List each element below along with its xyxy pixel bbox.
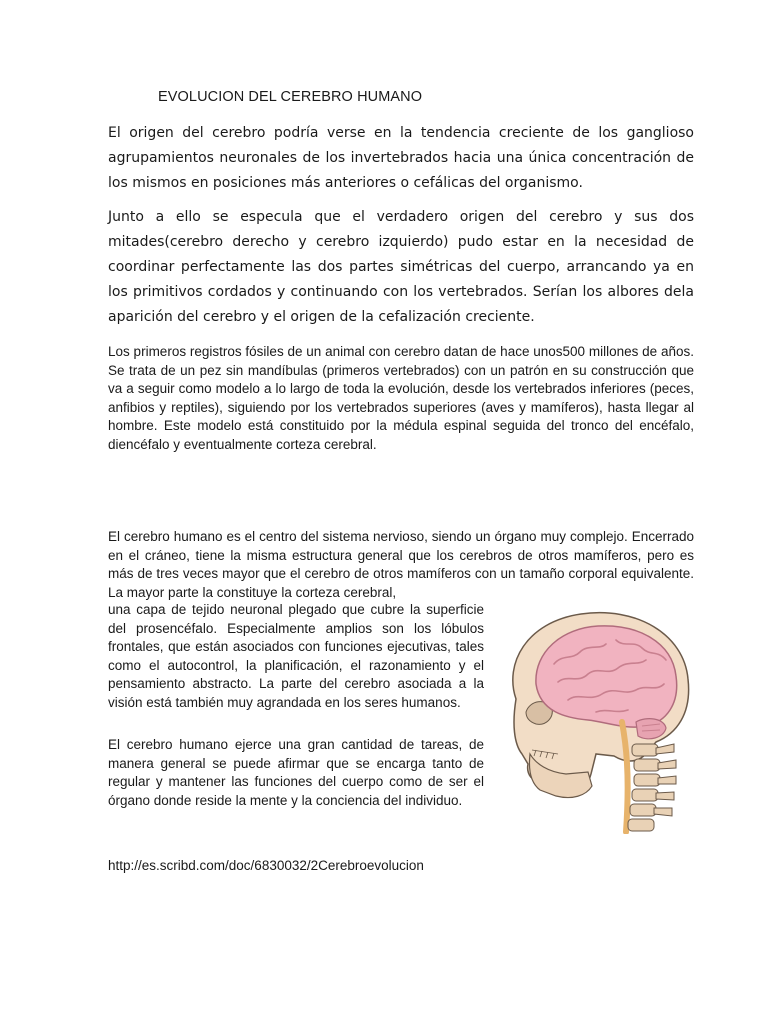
paragraph-origin: El origen del cerebro podría verse en la tendencia creciente de los ganglioso agrupamientos neuronales de los invertebrados hacia una única concentración de los mismos en posiciones más anteriores o cefálicas del organismo. bbox=[108, 125, 694, 191]
paragraph-symmetry: Junto a ello se especula que el verdadero origen del cerebro y sus dos mitades(cerebro derecho y cerebro izquierdo) pudo estar en la necesidad de coordinar perfectamente las dos partes simétricas del cuerpo, arrancando ya en los primitivos cordados y continuando con los vertebrados. Serían los albores dela aparición del cerebro y el origen de la cefalización creciente. bbox=[108, 209, 694, 325]
skull-brain-illustration-icon bbox=[496, 604, 696, 834]
source-link[interactable]: http://es.scribd.com/doc/6830032/2Cerebroevolucion bbox=[108, 858, 424, 873]
paragraph-cortex: una capa de tejido neuronal plegado que cubre la superficie del prosencéfalo. Especialmente amplios son los lóbulos frontales, que están asociados con funciones ejecutivas, tales como el autocontrol, la planificación, el razonamiento y el pensamiento abstracto. La parte del cerebro asociada a la visión está también muy agrandada en los seres humanos. bbox=[108, 602, 484, 710]
paragraph-human-brain: El cerebro humano es el centro del sistema nervioso, siendo un órgano muy complejo. Encerrado en el cráneo, tiene la misma estructura general que los cerebros de otros mamíferos, pero es más de tres veces mayor que el cerebro de otros mamíferos con un tamaño corporal equivalente. La mayor parte la constituye la corteza cerebral, bbox=[108, 529, 694, 600]
paragraph-functions: El cerebro humano ejerce una gran cantidad de tareas, de manera general se puede afirmar que se encarga tanto de regular y mantener las funciones del cuerpo como de ser el órgano donde reside la mente y la conciencia del individuo. bbox=[108, 737, 484, 808]
document-title: EVOLUCION DEL CEREBRO HUMANO bbox=[158, 89, 423, 105]
paragraph-fossil-records: Los primeros registros fósiles de un animal con cerebro datan de hace unos500 millones de años. Se trata de un pez sin mandíbulas (primeros vertebrados) con un patrón en su construcción que va a seguir como modelo a lo largo de toda la evolución, desde los vertebrados inferiores (peces, anfibios y reptiles), siguiendo por los vertebrados superiores (aves y mamíferos), hasta llegar al hombre. Este modelo está constituido por la médula espinal seguida del tronco del encéfalo, diencéfalo y eventualmente corteza cerebral. bbox=[108, 344, 694, 452]
